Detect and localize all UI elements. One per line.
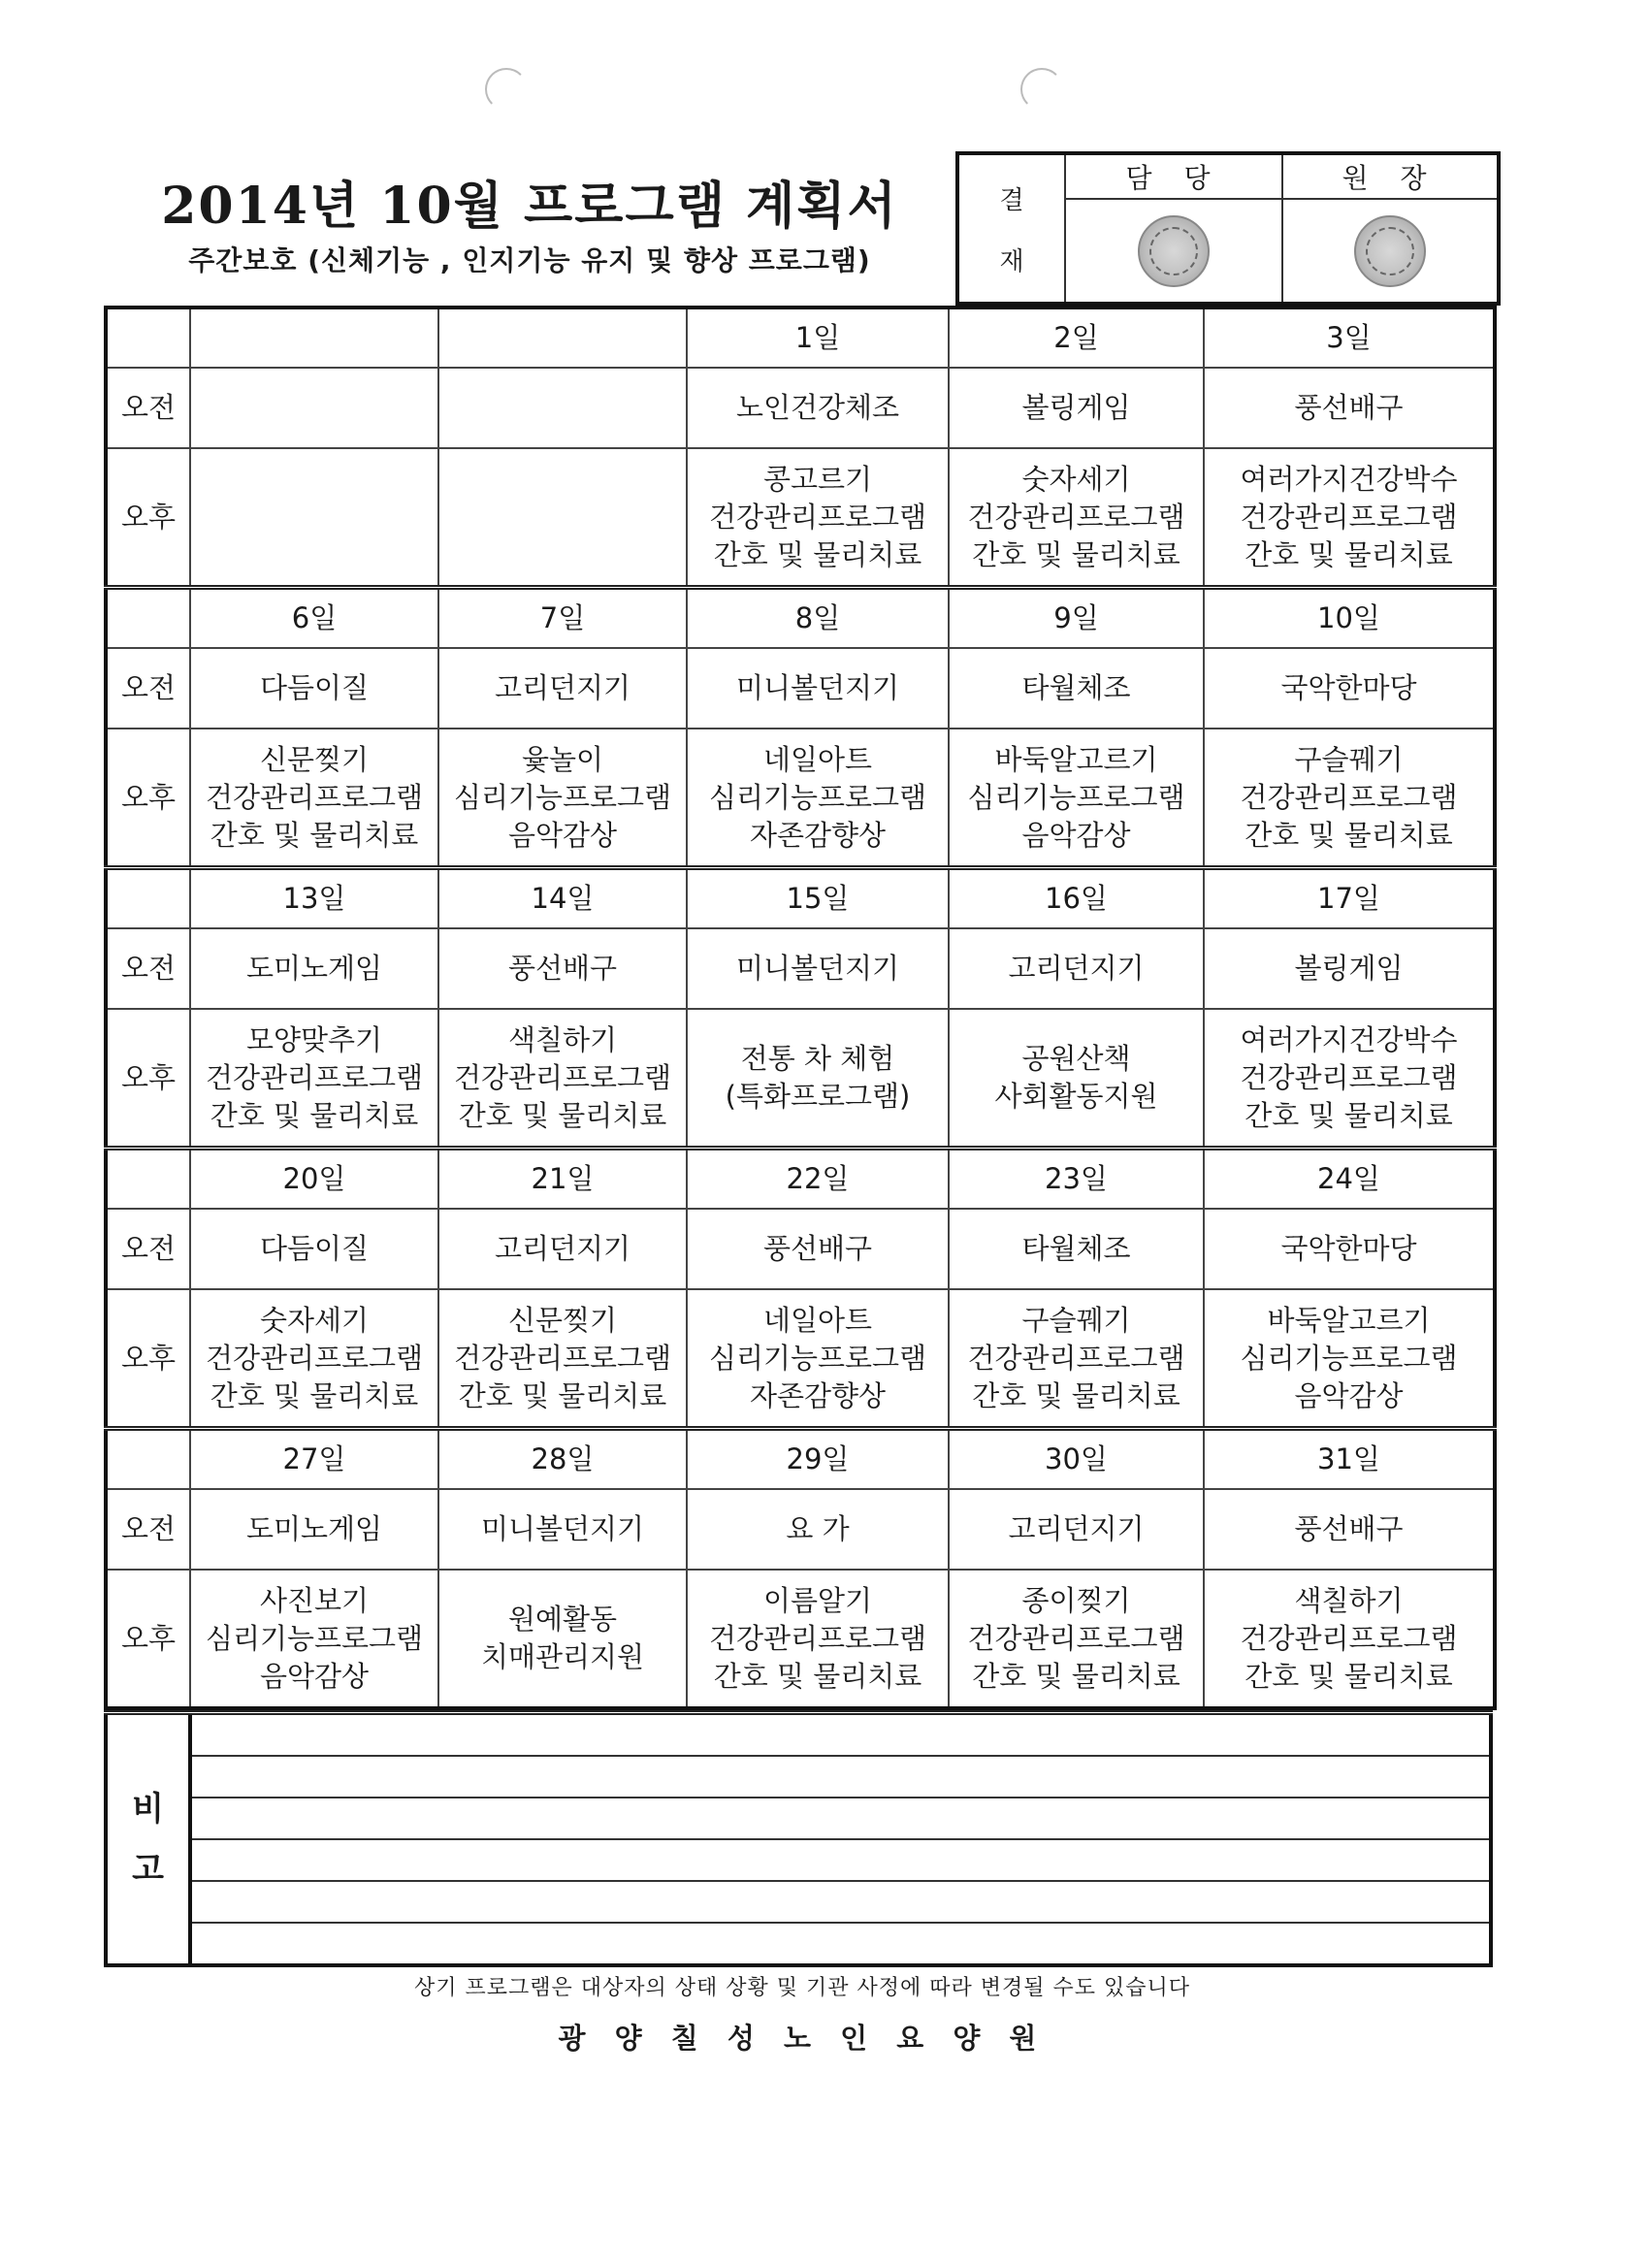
program-line: 간호 및 물리치료	[1245, 818, 1453, 852]
remarks-line	[192, 1798, 1489, 1840]
afternoon-program-cell	[190, 448, 438, 588]
date-cell: 8일	[687, 588, 949, 649]
program-line: 심리기능프로그램	[453, 780, 672, 814]
remarks-line	[192, 1840, 1489, 1882]
program-line: 여러가지건강박수	[1240, 1022, 1458, 1056]
afternoon-row	[106, 1289, 1495, 1429]
date-row-label	[106, 1149, 190, 1210]
program-line: 이름알기	[762, 1583, 873, 1617]
afternoon-program-cell	[687, 1009, 949, 1149]
program-line: 숫자세기	[259, 1303, 370, 1337]
program-line: 구슬꿰기	[1294, 742, 1404, 776]
program-line: 신문찢기	[507, 1303, 618, 1337]
afternoon-program-cell	[190, 1009, 438, 1149]
morning-label: 오전	[106, 1489, 190, 1570]
program-line: 건강관리프로그램	[205, 780, 424, 814]
morning-program-cell: 다듬이질	[190, 648, 438, 729]
program-line: 건강관리프로그램	[708, 500, 927, 534]
approval-director-signature	[1282, 199, 1499, 304]
morning-program-cell: 미니볼던지기	[687, 648, 949, 729]
morning-program-cell	[190, 368, 438, 448]
header-area	[104, 153, 1501, 306]
afternoon-label: 오후	[106, 1570, 190, 1708]
program-line: 건강관리프로그램	[453, 1341, 672, 1375]
date-row	[106, 1429, 1495, 1490]
date-cell: 1일	[687, 308, 949, 368]
remarks-line	[192, 1757, 1489, 1798]
manager-stamp-icon	[1138, 215, 1210, 287]
date-cell: 20일	[190, 1149, 438, 1210]
morning-row	[106, 368, 1495, 448]
morning-program-cell: 풍선배구	[438, 928, 687, 1009]
afternoon-row	[106, 1009, 1495, 1149]
program-line: 간호 및 물리치료	[1245, 537, 1453, 571]
remarks-line	[192, 1924, 1489, 1963]
program-line: 신문찢기	[259, 742, 370, 776]
date-row-label	[106, 308, 190, 368]
program-line: 콩고르기	[762, 462, 873, 496]
remarks-label-2: 고	[132, 1850, 164, 1889]
program-line: 건강관리프로그램	[453, 1060, 672, 1094]
afternoon-program-cell	[687, 729, 949, 868]
morning-program-cell: 미니볼던지기	[438, 1489, 687, 1570]
afternoon-label: 오후	[106, 1289, 190, 1429]
program-line: 색칠하기	[507, 1022, 618, 1056]
morning-row	[106, 1489, 1495, 1570]
morning-program-cell: 국악한마당	[1204, 1209, 1495, 1289]
morning-program-cell: 도미노게임	[190, 1489, 438, 1570]
program-line: 건강관리프로그램	[1240, 1060, 1458, 1094]
title-block	[104, 178, 955, 306]
program-line: 자존감향상	[749, 818, 887, 852]
afternoon-program-cell	[687, 1570, 949, 1708]
morning-program-cell: 볼링게임	[949, 368, 1204, 448]
afternoon-program-cell	[949, 729, 1204, 868]
document-title: 2014년 10월 프로그램 계획서	[161, 176, 898, 236]
program-line: 공원산책	[1021, 1042, 1131, 1075]
date-cell: 30일	[949, 1429, 1204, 1490]
organization-name: 광 양 칠 성 노 인 요 양 원	[558, 2022, 1047, 2055]
morning-program-cell: 풍선배구	[687, 1209, 949, 1289]
footer-notice: 상기 프로그램은 대상자의 상태 상황 및 기관 사정에 따라 변경될 수도 있습니다	[414, 1976, 1190, 2000]
morning-program-cell: 타월체조	[949, 1209, 1204, 1289]
date-cell: 27일	[190, 1429, 438, 1490]
remarks-table	[104, 1710, 1493, 1967]
afternoon-program-cell	[1204, 1009, 1495, 1149]
morning-program-cell: 국악한마당	[1204, 648, 1495, 729]
program-line: 사회활동지원	[994, 1080, 1158, 1113]
remarks-line	[192, 1715, 1489, 1757]
program-line: 건강관리프로그램	[967, 500, 1185, 534]
morning-program-cell: 요 가	[687, 1489, 949, 1570]
date-cell: 23일	[949, 1149, 1204, 1210]
program-line: 전통 차 체험	[740, 1042, 895, 1075]
program-line: 간호 및 물리치료	[210, 1098, 419, 1132]
morning-program-cell: 고리던지기	[438, 648, 687, 729]
program-line: 간호 및 물리치료	[713, 537, 922, 571]
afternoon-row	[106, 729, 1495, 868]
morning-program-cell: 타월체조	[949, 648, 1204, 729]
date-cell: 29일	[687, 1429, 949, 1490]
program-line: 자존감향상	[749, 1378, 887, 1412]
program-line: 건강관리프로그램	[967, 1621, 1185, 1655]
program-line: 간호 및 물리치료	[458, 1098, 667, 1132]
date-row	[106, 868, 1495, 929]
date-row	[106, 308, 1495, 368]
date-cell: 6일	[190, 588, 438, 649]
date-cell: 15일	[687, 868, 949, 929]
program-line: 간호 및 물리치료	[458, 1378, 667, 1412]
program-line: 네일아트	[762, 1303, 873, 1337]
morning-program-cell	[438, 368, 687, 448]
afternoon-program-cell	[190, 1289, 438, 1429]
program-line: 간호 및 물리치료	[972, 537, 1180, 571]
program-line: 색칠하기	[1294, 1583, 1404, 1617]
date-cell: 3일	[1204, 308, 1495, 368]
program-line: 심리기능프로그램	[708, 780, 927, 814]
schedule-table	[104, 306, 1497, 1710]
afternoon-program-cell	[687, 448, 949, 588]
program-line: 건강관리프로그램	[1240, 1621, 1458, 1655]
date-cell: 9일	[949, 588, 1204, 649]
afternoon-program-cell	[949, 448, 1204, 588]
afternoon-program-cell	[438, 1570, 687, 1708]
approval-manager-header: 담 당	[1065, 153, 1282, 199]
program-line: 간호 및 물리치료	[972, 1378, 1180, 1412]
program-line: 건강관리프로그램	[1240, 500, 1458, 534]
date-cell: 28일	[438, 1429, 687, 1490]
date-cell: 22일	[687, 1149, 949, 1210]
morning-label: 오전	[106, 1209, 190, 1289]
afternoon-program-cell	[438, 448, 687, 588]
program-line: 심리기능프로그램	[708, 1341, 927, 1375]
morning-program-cell: 미니볼던지기	[687, 928, 949, 1009]
afternoon-program-cell	[949, 1009, 1204, 1149]
date-row-label	[106, 588, 190, 649]
document-subtitle: 주간보호 (신체기능 , 인지기능 유지 및 향상 프로그램)	[188, 244, 871, 276]
director-stamp-icon	[1354, 215, 1426, 287]
morning-label: 오전	[106, 928, 190, 1009]
date-cell	[190, 308, 438, 368]
morning-program-cell: 볼링게임	[1204, 928, 1495, 1009]
program-line: 간호 및 물리치료	[1245, 1659, 1453, 1693]
program-line: 간호 및 물리치료	[972, 1659, 1180, 1693]
morning-row	[106, 648, 1495, 729]
date-row	[106, 588, 1495, 649]
morning-label: 오전	[106, 648, 190, 729]
morning-program-cell: 노인건강체조	[687, 368, 949, 448]
date-cell: 7일	[438, 588, 687, 649]
program-line: 간호 및 물리치료	[713, 1659, 922, 1693]
program-line: 사진보기	[259, 1583, 370, 1617]
date-cell: 24일	[1204, 1149, 1495, 1210]
program-line: 네일아트	[762, 742, 873, 776]
program-line: 윷놀이	[521, 742, 604, 776]
program-line: 치매관리지원	[480, 1640, 645, 1673]
program-line: 음악감상	[507, 818, 618, 852]
approval-director-header: 원 장	[1282, 153, 1499, 199]
morning-program-cell: 풍선배구	[1204, 368, 1495, 448]
program-plan-document	[104, 153, 1501, 2057]
program-line: 심리기능프로그램	[967, 780, 1185, 814]
program-line: 음악감상	[259, 1659, 370, 1693]
program-line: 바둑알고르기	[1267, 1303, 1431, 1337]
remarks-label-1: 비	[132, 1790, 164, 1829]
afternoon-label: 오후	[106, 729, 190, 868]
date-cell: 17일	[1204, 868, 1495, 929]
afternoon-label: 오후	[106, 448, 190, 588]
program-line: 건강관리프로그램	[205, 1060, 424, 1094]
program-line: 건강관리프로그램	[967, 1341, 1185, 1375]
afternoon-program-cell	[438, 729, 687, 868]
approval-label-jae: 재	[999, 246, 1024, 276]
afternoon-program-cell	[687, 1289, 949, 1429]
approval-manager-signature	[1065, 199, 1282, 304]
program-line: 간호 및 물리치료	[210, 1378, 419, 1412]
date-row-label	[106, 868, 190, 929]
remarks-line	[192, 1882, 1489, 1924]
program-line: 건강관리프로그램	[1240, 780, 1458, 814]
program-line: 심리기능프로그램	[205, 1621, 424, 1655]
afternoon-label: 오후	[106, 1009, 190, 1149]
morning-program-cell: 도미노게임	[190, 928, 438, 1009]
date-cell: 13일	[190, 868, 438, 929]
afternoon-program-cell	[1204, 729, 1495, 868]
date-cell	[438, 308, 687, 368]
program-line: 건강관리프로그램	[205, 1341, 424, 1375]
morning-label: 오전	[106, 368, 190, 448]
afternoon-program-cell	[438, 1289, 687, 1429]
program-line: 건강관리프로그램	[708, 1621, 927, 1655]
morning-program-cell: 풍선배구	[1204, 1489, 1495, 1570]
remarks-label	[106, 1713, 190, 1966]
program-line: 바둑알고르기	[994, 742, 1158, 776]
date-cell: 21일	[438, 1149, 687, 1210]
date-cell: 31일	[1204, 1429, 1495, 1490]
morning-row	[106, 928, 1495, 1009]
program-line: 음악감상	[1021, 818, 1131, 852]
morning-row	[106, 1209, 1495, 1289]
program-line: 구슬꿰기	[1021, 1303, 1131, 1337]
morning-program-cell: 고리던지기	[438, 1209, 687, 1289]
approval-label	[957, 153, 1065, 304]
afternoon-program-cell	[949, 1289, 1204, 1429]
approval-label-gyeol: 결	[999, 185, 1024, 215]
afternoon-program-cell	[438, 1009, 687, 1149]
afternoon-program-cell	[1204, 448, 1495, 588]
punch-hole-right	[1020, 68, 1063, 111]
date-cell: 14일	[438, 868, 687, 929]
date-cell: 16일	[949, 868, 1204, 929]
program-line: 숫자세기	[1021, 462, 1131, 496]
date-row-label	[106, 1429, 190, 1490]
date-cell: 2일	[949, 308, 1204, 368]
punch-hole-left	[485, 68, 528, 111]
program-line: 간호 및 물리치료	[1245, 1098, 1453, 1132]
morning-program-cell: 다듬이질	[190, 1209, 438, 1289]
program-line: 모양맞추기	[245, 1022, 383, 1056]
approval-box	[955, 151, 1501, 306]
afternoon-program-cell	[190, 729, 438, 868]
afternoon-program-cell	[1204, 1570, 1495, 1708]
program-line: 음악감상	[1294, 1378, 1404, 1412]
afternoon-row	[106, 1570, 1495, 1708]
program-line: 원예활동	[507, 1603, 618, 1636]
date-row	[106, 1149, 1495, 1210]
morning-program-cell: 고리던지기	[949, 1489, 1204, 1570]
afternoon-program-cell	[949, 1570, 1204, 1708]
program-line: 심리기능프로그램	[1240, 1341, 1458, 1375]
remarks-lines	[190, 1713, 1491, 1966]
program-line: (특화프로그램)	[725, 1080, 911, 1113]
program-line: 여러가지건강박수	[1240, 462, 1458, 496]
afternoon-row	[106, 448, 1495, 588]
program-line: 종이찢기	[1021, 1583, 1131, 1617]
date-cell: 10일	[1204, 588, 1495, 649]
morning-program-cell: 고리던지기	[949, 928, 1204, 1009]
afternoon-program-cell	[190, 1570, 438, 1708]
afternoon-program-cell	[1204, 1289, 1495, 1429]
program-line: 간호 및 물리치료	[210, 818, 419, 852]
